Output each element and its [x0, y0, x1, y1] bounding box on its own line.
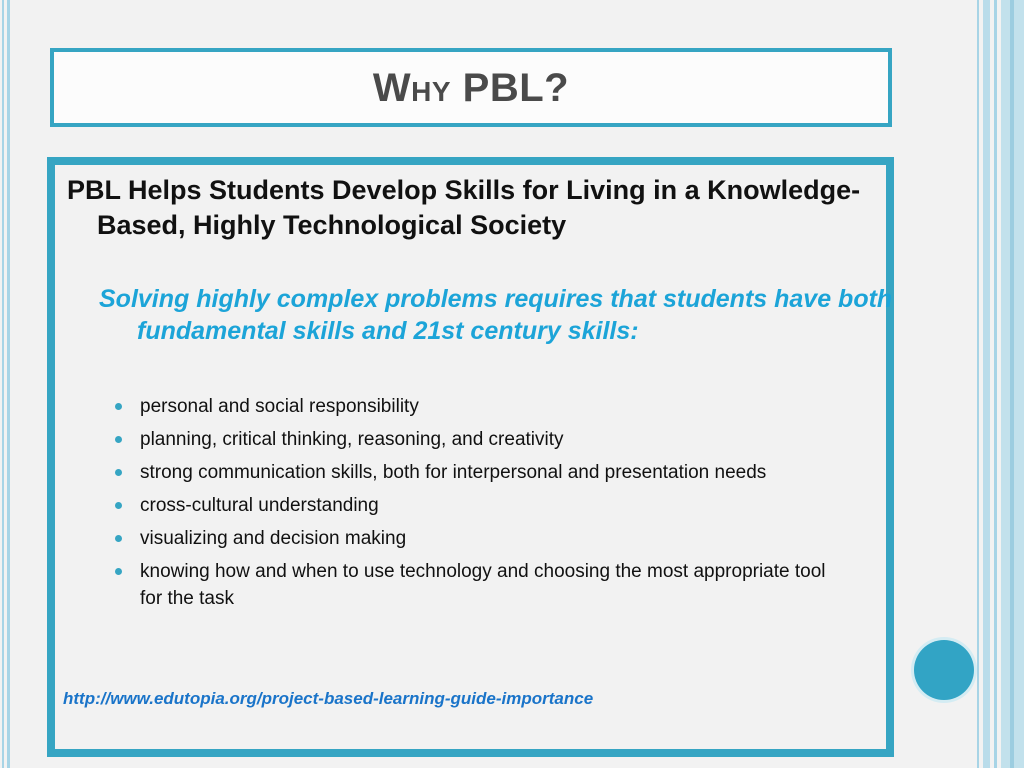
left-edge-stripe [7, 0, 10, 768]
bullet-icon [115, 436, 122, 443]
bullet-icon [115, 403, 122, 410]
list-item [112, 393, 842, 420]
decorative-circle [914, 640, 974, 700]
bullet-icon [115, 568, 122, 575]
content-box [47, 157, 894, 757]
list-item-text: strong communication skills, both for interpersonal and presentation needs [140, 462, 767, 483]
slide-subheading: Solving highly complex problems requires that students have both fundamental skills and 21st century skills: [99, 285, 893, 345]
source-link[interactable]: http://www.edutopia.org/project-based-learning-guide-importance [63, 689, 594, 708]
slide-heading: PBL Helps Students Develop Skills for Living in a Knowledge-Based, Highly Technological Society [67, 175, 861, 240]
list-item [112, 558, 842, 612]
list-item-text: planning, critical thinking, reasoning, and creativity [140, 429, 564, 450]
right-edge-stripe [994, 0, 997, 768]
list-item [112, 459, 842, 486]
list-item [112, 426, 842, 453]
list-item [112, 525, 842, 552]
list-item-text: personal and social responsibility [140, 396, 419, 417]
skills-list [112, 393, 842, 618]
slide-title: Why PBL? [372, 66, 570, 110]
list-item-text: cross-cultural understanding [140, 495, 379, 516]
bullet-icon [115, 502, 122, 509]
bullet-icon [115, 469, 122, 476]
list-item-text: visualizing and decision making [140, 528, 407, 549]
right-edge-stripe [977, 0, 979, 768]
left-edge-stripe [2, 0, 4, 768]
right-edge-stripe [983, 0, 990, 768]
list-item [112, 492, 842, 519]
right-edge-stripe [1010, 0, 1014, 768]
list-item-text: knowing how and when to use technology and choosing the most appropriate tool for the task [140, 561, 826, 609]
title-box [50, 48, 892, 127]
bullet-icon [115, 535, 122, 542]
